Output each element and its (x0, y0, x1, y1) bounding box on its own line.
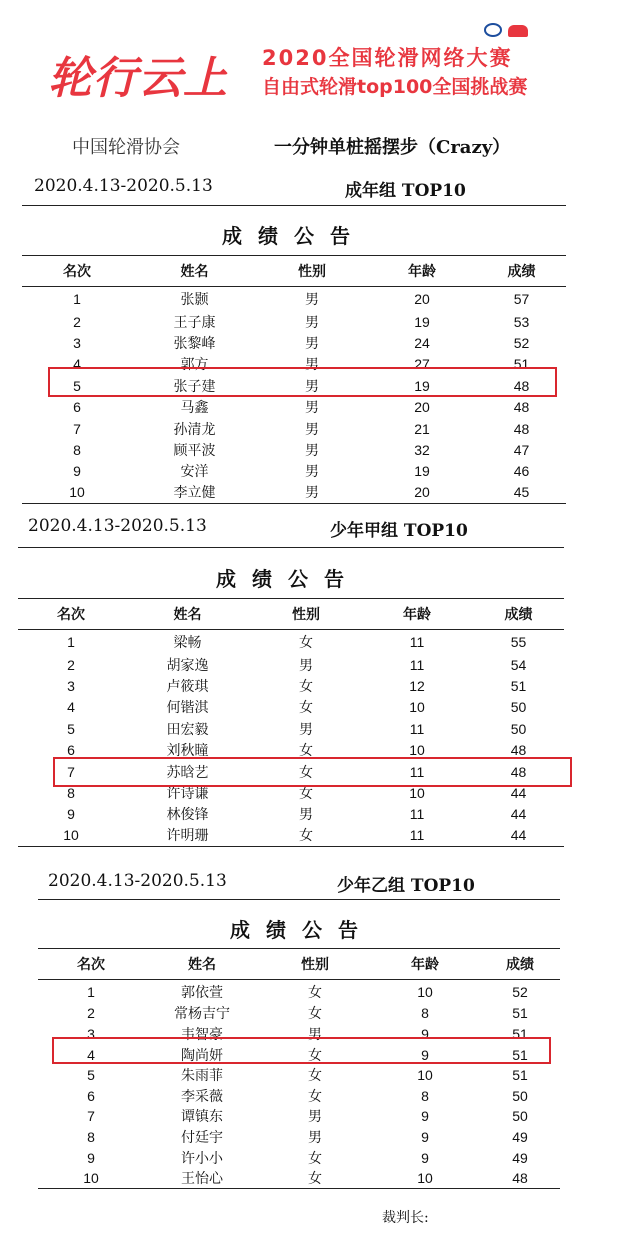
cell-score: 51 (512, 1025, 528, 1042)
cell-rank: 8 (87, 1128, 95, 1145)
section-date: 2020.4.13-2020.5.13 (28, 516, 207, 536)
event-name: 一分钟单桩摇摆步（Crazy） (274, 137, 511, 158)
cell-gender: 男 (257, 482, 367, 503)
cell-age: 10 (417, 1067, 433, 1084)
announcement-title: 成绩公告 (216, 567, 360, 591)
association-name: 中国轮滑协会 (72, 137, 180, 158)
table-row (18, 675, 564, 696)
cell-age: 9 (421, 1108, 429, 1125)
cell-gender: 男 (305, 357, 319, 374)
table-row (38, 1065, 560, 1086)
column-header: 姓名 (132, 256, 257, 287)
cell-gender: 女 (308, 1068, 322, 1085)
column-header: 性别 (251, 599, 361, 630)
cell-age: 9 (421, 1149, 429, 1166)
cell-name: 卢筱琪 (166, 678, 209, 695)
cell-rank: 9 (87, 1149, 95, 1166)
cell-gender: 男 (305, 464, 319, 481)
table-row (22, 439, 566, 460)
cell-name: 孙清龙 (173, 421, 216, 438)
cell-rank: 5 (87, 1067, 95, 1084)
cell-gender: 女 (308, 1150, 322, 1167)
cell-score: 48 (513, 399, 530, 416)
section-group: 少年乙组 TOP10 (337, 876, 475, 896)
cell-age: 24 (414, 334, 430, 351)
cell-name: 安洋 (180, 464, 209, 481)
cell-age: 9 (421, 1128, 429, 1145)
sponsor-logo-icon (484, 23, 502, 37)
cell-rank: 10 (22, 482, 132, 503)
cell-score: 53 (513, 313, 530, 330)
cell-age: 11 (409, 720, 425, 737)
table-row (22, 396, 566, 417)
table-row (18, 630, 564, 654)
cell-age: 11 (409, 806, 425, 823)
cell-score: 52 (513, 334, 530, 351)
column-header: 性别 (257, 256, 367, 287)
cell-name: 顾平波 (173, 442, 216, 459)
table-row (22, 311, 566, 332)
cell-score: 48 (513, 420, 530, 437)
cell-age: 8 (421, 1087, 429, 1104)
cell-score: 45 (477, 482, 566, 503)
table-row (22, 332, 566, 353)
cell-score: 49 (512, 1128, 528, 1145)
cell-score: 50 (512, 1108, 528, 1125)
judge-signature-label: 裁判长: (382, 1210, 429, 1226)
cell-gender: 女 (251, 825, 361, 846)
table-row (18, 718, 564, 739)
cell-name: 林俊锋 (166, 807, 209, 824)
table-row (38, 980, 560, 1004)
table-row (38, 1147, 560, 1168)
cell-score: 48 (480, 1168, 560, 1189)
column-header: 成绩 (480, 949, 560, 980)
cell-rank: 10 (38, 1168, 144, 1189)
column-header: 性别 (260, 949, 370, 980)
cell-age: 10 (409, 784, 425, 801)
cell-score: 50 (510, 699, 527, 716)
cell-name: 许小小 (181, 1150, 223, 1167)
cell-score: 47 (513, 441, 530, 458)
cell-age: 8 (421, 1005, 429, 1022)
cell-name: 胡家逸 (166, 657, 209, 674)
cell-rank: 9 (73, 463, 81, 480)
cell-score: 54 (510, 656, 527, 673)
cell-name: 王怡心 (144, 1168, 260, 1189)
cell-gender: 男 (299, 721, 313, 738)
table-row (38, 1003, 560, 1024)
cell-age: 12 (409, 677, 425, 694)
cell-age: 32 (414, 441, 430, 458)
cell-name: 常杨吉宁 (174, 1006, 230, 1023)
cell-rank: 4 (67, 699, 75, 716)
cell-gender: 男 (299, 807, 313, 824)
event-title-line1: 2020全国轮滑网络大赛 (262, 46, 513, 70)
divider (18, 547, 564, 548)
brand-logo: 轮行云上 (48, 53, 228, 104)
cell-score: 50 (510, 720, 527, 737)
cell-rank: 8 (67, 784, 75, 801)
table-row (18, 825, 564, 846)
column-header: 年龄 (361, 599, 473, 630)
cell-gender: 男 (308, 1129, 322, 1146)
highlight-box (48, 367, 557, 397)
section-group: 少年甲组 TOP10 (330, 521, 468, 541)
cell-rank: 9 (67, 806, 75, 823)
cell-gender: 男 (305, 442, 319, 459)
table-row (22, 461, 566, 482)
cell-gender: 女 (299, 764, 313, 781)
cell-rank: 2 (73, 313, 81, 330)
cell-age: 19 (414, 377, 430, 394)
cell-age: 20 (367, 482, 477, 503)
cell-name: 朱雨菲 (181, 1068, 223, 1085)
cell-age: 9 (421, 1046, 429, 1063)
cell-gender: 男 (299, 657, 313, 674)
cell-gender: 男 (305, 314, 319, 331)
sponsor-logo-icon (508, 25, 528, 37)
cell-rank: 1 (67, 633, 75, 650)
cell-rank: 5 (67, 720, 75, 737)
event-title-line2: 自由式轮滑top100全国挑战赛 (262, 76, 528, 98)
cell-score: 48 (513, 377, 530, 394)
cell-rank: 4 (73, 356, 81, 373)
cell-score: 48 (510, 763, 527, 780)
cell-age: 10 (417, 983, 433, 1000)
cell-gender: 女 (299, 743, 313, 760)
cell-rank: 1 (87, 983, 95, 1000)
cell-score: 51 (512, 1005, 528, 1022)
cell-age: 10 (409, 742, 425, 759)
results-table (18, 598, 564, 847)
cell-gender: 男 (305, 378, 319, 395)
table-row (18, 804, 564, 825)
cell-age: 9 (421, 1025, 429, 1042)
cell-score: 51 (512, 1067, 528, 1084)
cell-name: 郭方 (180, 357, 209, 374)
cell-rank: 7 (67, 763, 75, 780)
column-header: 成绩 (477, 256, 566, 287)
cell-gender: 女 (308, 1088, 322, 1105)
table-row (22, 418, 566, 439)
sponsor-logos (484, 22, 528, 41)
cell-name: 许明珊 (124, 825, 251, 846)
cell-name: 何锴淇 (166, 700, 209, 717)
cell-gender: 男 (308, 1026, 322, 1043)
results-table (38, 948, 560, 1189)
section-date: 2020.4.13-2020.5.13 (48, 871, 227, 891)
cell-name: 郭依萱 (181, 984, 223, 1001)
column-header: 姓名 (144, 949, 260, 980)
cell-rank: 7 (73, 420, 81, 437)
column-header: 成绩 (473, 599, 564, 630)
cell-score: 51 (513, 356, 530, 373)
cell-rank: 6 (87, 1087, 95, 1104)
cell-score: 50 (512, 1087, 528, 1104)
cell-name: 李立健 (132, 482, 257, 503)
cell-age: 19 (414, 463, 430, 480)
cell-rank: 3 (73, 334, 81, 351)
announcement-title: 成绩公告 (222, 224, 366, 248)
cell-score: 49 (512, 1149, 528, 1166)
cell-name: 马鑫 (180, 400, 209, 417)
cell-rank: 1 (73, 290, 81, 307)
highlight-box (52, 1037, 551, 1064)
cell-name: 许诗谦 (166, 785, 209, 802)
cell-name: 张子建 (173, 378, 216, 395)
table-row (22, 287, 566, 311)
column-header: 名次 (38, 949, 144, 980)
cell-age: 11 (409, 656, 425, 673)
announcement-title: 成绩公告 (230, 918, 374, 942)
cell-age: 20 (414, 399, 430, 416)
cell-age: 10 (370, 1168, 480, 1189)
cell-name: 张颢 (180, 291, 209, 308)
cell-score: 51 (510, 677, 527, 694)
table-row (38, 1106, 560, 1127)
cell-gender: 女 (308, 984, 322, 1001)
cell-name: 苏晗艺 (166, 764, 209, 781)
section-date: 2020.4.13-2020.5.13 (34, 176, 213, 196)
cell-age: 19 (414, 313, 430, 330)
column-header: 名次 (22, 256, 132, 287)
cell-score: 52 (512, 983, 528, 1000)
cell-name: 陶尚妍 (181, 1047, 223, 1064)
cell-score: 46 (513, 463, 530, 480)
cell-name: 梁畅 (173, 634, 202, 651)
cell-age: 11 (409, 633, 425, 650)
cell-age: 20 (414, 290, 430, 307)
cell-name: 王子康 (173, 314, 216, 331)
cell-name: 田宏毅 (166, 721, 209, 738)
cell-age: 21 (414, 420, 430, 437)
cell-rank: 2 (87, 1005, 95, 1022)
cell-gender: 女 (299, 700, 313, 717)
cell-name: 付廷宇 (181, 1129, 223, 1146)
cell-score: 44 (510, 784, 527, 801)
cell-rank: 3 (67, 677, 75, 694)
column-header: 年龄 (367, 256, 477, 287)
cell-gender: 男 (308, 1109, 322, 1126)
cell-name: 谭镇东 (181, 1109, 223, 1126)
divider (22, 205, 566, 206)
cell-rank: 6 (73, 399, 81, 416)
cell-age: 11 (361, 825, 473, 846)
cell-name: 张黎峰 (173, 335, 216, 352)
cell-gender: 女 (308, 1006, 322, 1023)
column-header: 姓名 (124, 599, 251, 630)
cell-score: 55 (510, 633, 527, 650)
cell-rank: 10 (18, 825, 124, 846)
cell-gender: 男 (305, 335, 319, 352)
cell-gender: 男 (305, 400, 319, 417)
cell-age: 11 (409, 763, 425, 780)
cell-score: 48 (510, 742, 527, 759)
cell-gender: 男 (305, 421, 319, 438)
cell-gender: 女 (299, 785, 313, 802)
cell-score: 44 (510, 806, 527, 823)
cell-gender: 女 (308, 1047, 322, 1064)
cell-rank: 3 (87, 1025, 95, 1042)
divider (38, 899, 560, 900)
cell-age: 10 (409, 699, 425, 716)
table-row (22, 482, 566, 503)
section-group: 成年组 TOP10 (345, 181, 466, 201)
cell-rank: 6 (67, 742, 75, 759)
cell-gender: 男 (305, 291, 319, 308)
cell-rank: 5 (73, 377, 81, 394)
column-header: 名次 (18, 599, 124, 630)
cell-rank: 2 (67, 656, 75, 673)
highlight-box (53, 757, 572, 787)
table-row (38, 1127, 560, 1148)
table-row (18, 697, 564, 718)
cell-name: 刘秋瞳 (166, 743, 209, 760)
cell-gender: 女 (299, 634, 313, 651)
column-header: 年龄 (370, 949, 480, 980)
table-row (38, 1085, 560, 1106)
cell-rank: 4 (87, 1046, 95, 1063)
cell-score: 51 (512, 1046, 528, 1063)
table-row (18, 654, 564, 675)
cell-rank: 7 (87, 1108, 95, 1125)
cell-gender: 女 (299, 678, 313, 695)
cell-rank: 8 (73, 441, 81, 458)
cell-gender: 女 (260, 1168, 370, 1189)
cell-score: 44 (473, 825, 564, 846)
cell-name: 韦智豪 (181, 1026, 223, 1043)
cell-age: 27 (414, 356, 430, 373)
table-row (38, 1168, 560, 1189)
cell-score: 57 (513, 290, 530, 307)
cell-name: 李采薇 (181, 1088, 223, 1105)
